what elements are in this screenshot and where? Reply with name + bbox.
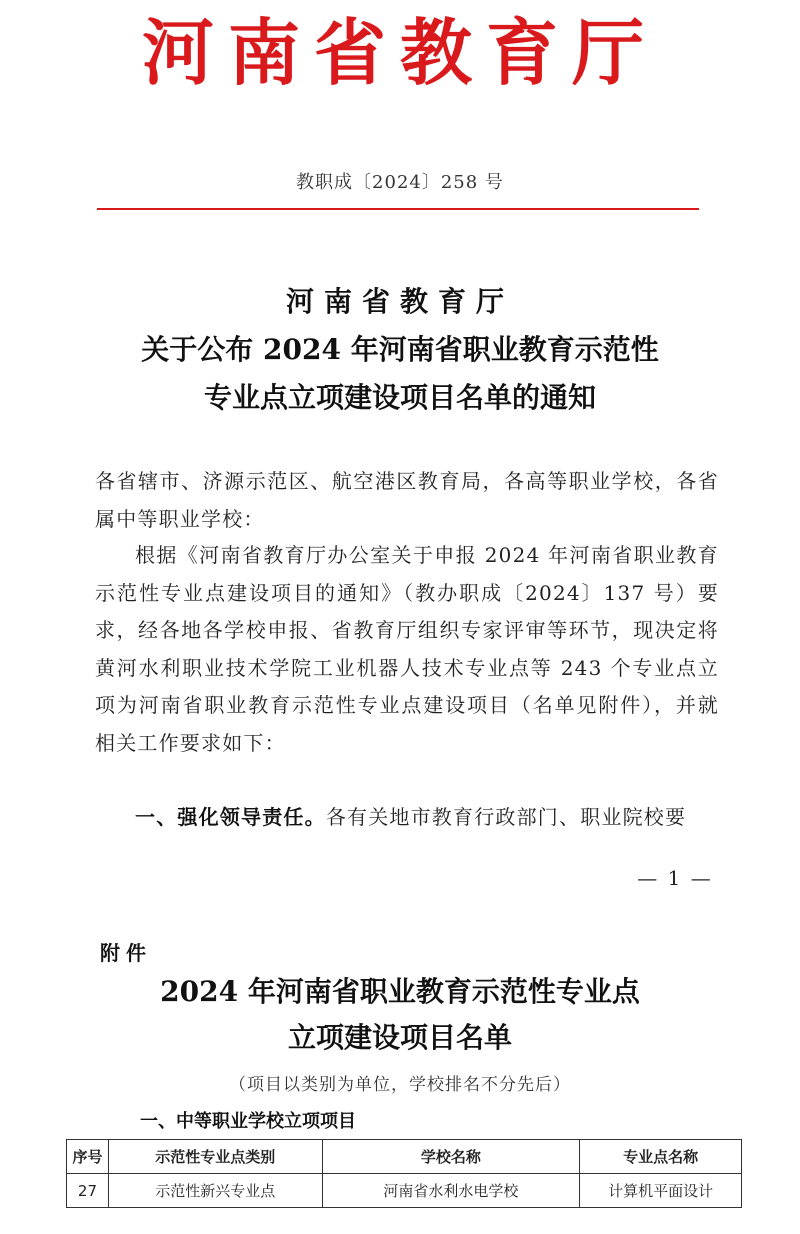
cell-school: 河南省水利水电学校: [322, 1174, 580, 1208]
red-divider: [97, 208, 699, 210]
cell-category: 示范性新兴专业点: [108, 1174, 322, 1208]
body-paragraph-2: [95, 799, 719, 837]
page-number: — 1 —: [637, 866, 713, 890]
body-paragraph-1: 根据《河南省教育厅办公室关于申报 2024 年河南省职业教育示范性专业点建设项目的通知》（教办职成〔2024〕137 号）要求，经各地各学校申报、省教育厅组织专家评审等环节，现决定将黄河水利职业技术学院工业机器人技术专业点等 243 个专业点立项为河南省职业教育示范性专业点建设项目（名单见附件），并就相关工作要求如下：: [95, 543, 719, 755]
point-text: 各有关地市教育行政部门、职业院校要: [325, 805, 687, 829]
header-school: 学校名称: [322, 1140, 580, 1174]
cell-index: 27: [67, 1174, 109, 1208]
attachment-note: （项目以类别为单位，学校排名不分先后）: [229, 1075, 571, 1095]
notice-title-line1: 河南省教育厅: [285, 285, 514, 318]
attachment-title-line1: 2024 年河南省职业教育示范性专业点: [160, 975, 640, 1008]
section-heading: 一、中等职业学校立项项目: [140, 1111, 356, 1132]
notice-title-line3: 专业点立项建设项目名单的通知: [203, 381, 596, 414]
table-row: [67, 1174, 742, 1208]
cell-program: 计算机平面设计: [580, 1174, 742, 1208]
point-heading: 一、强化领导责任。: [135, 805, 326, 829]
document-number: 教职成〔2024〕258 号: [296, 172, 504, 193]
notice-title-line2: 关于公布 2024 年河南省职业教育示范性: [141, 333, 659, 366]
attachment-label: 附件: [100, 941, 152, 965]
masthead-title: 河南省教育厅: [141, 10, 658, 95]
project-table: [66, 1139, 742, 1208]
table-header-row: [67, 1140, 742, 1174]
header-category: 示范性专业点类别: [108, 1140, 322, 1174]
addressee: 各省辖市、济源示范区、航空港区教育局，各高等职业学校，各省属中等职业学校：: [95, 469, 719, 531]
header-index: 序号: [67, 1140, 109, 1174]
attachment-title-line2: 立项建设项目名单: [287, 1021, 512, 1054]
header-program: 专业点名称: [580, 1140, 742, 1174]
